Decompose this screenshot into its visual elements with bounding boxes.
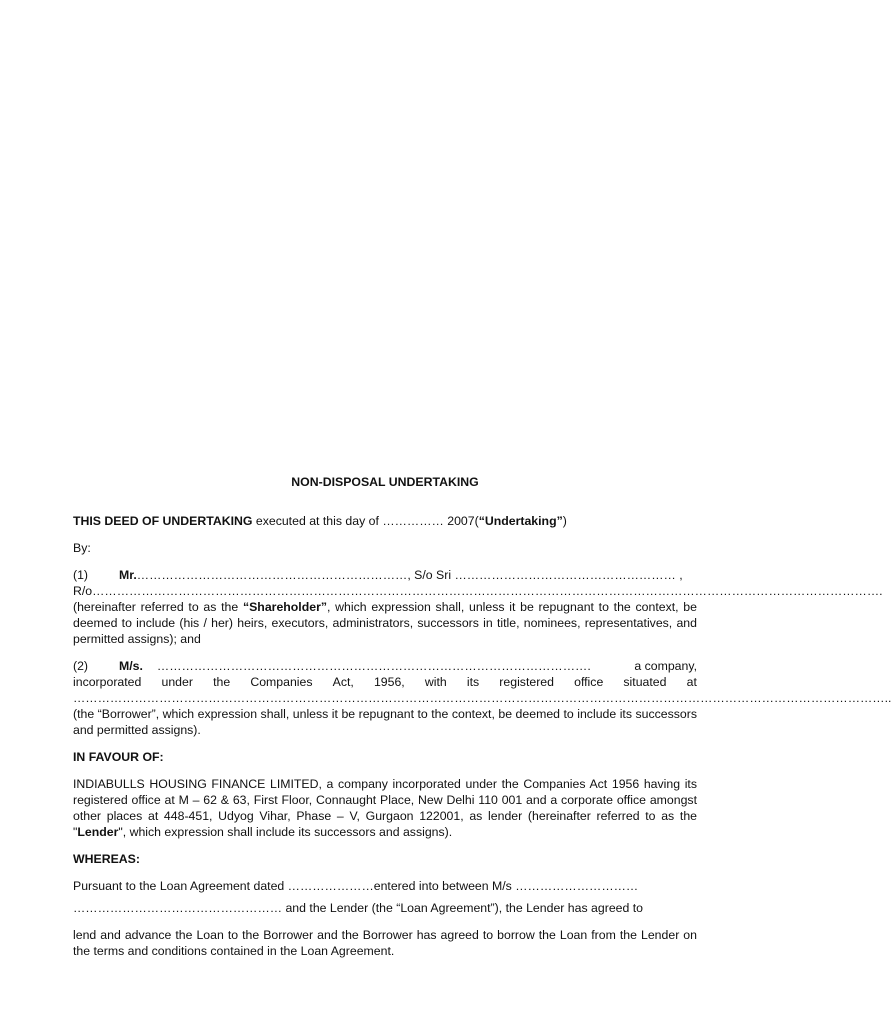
party-2-address-blank: ……………………………………………………………………………………………………………………………………………………………………………….. bbox=[73, 691, 891, 705]
whereas-line-2: …………………………………………… and the Lender (the “Loan Agreement”), the Lender has agreed to bbox=[73, 901, 644, 915]
by-label: By: bbox=[73, 541, 91, 555]
whereas-line-1: Pursuant to the Loan Agreement dated …………………entered into between M/s ………………………… bbox=[73, 879, 639, 893]
inc-word: at bbox=[686, 675, 697, 689]
inc-word: 1956, bbox=[373, 675, 405, 689]
inc-word: under bbox=[161, 675, 193, 689]
intro-close: ) bbox=[562, 514, 567, 528]
inc-word: its bbox=[466, 675, 480, 689]
inc-word: situated bbox=[623, 675, 667, 689]
party-2-incorporation-line bbox=[73, 674, 697, 690]
intro-term: “Undertaking” bbox=[478, 514, 563, 528]
party-2-prefix: M/s. bbox=[119, 659, 143, 673]
whereas-paragraph-2: lend and advance the Loan to the Borrower and the Borrower has agreed to borrow the Loan from the Lender on the terms and conditions contained in the Loan Agreement. bbox=[73, 928, 697, 958]
party-1-name-blank: ………………………………………………………… bbox=[136, 568, 408, 582]
party-1-line bbox=[73, 567, 697, 583]
intro-bold-lead: THIS DEED OF UNDERTAKING bbox=[73, 514, 253, 528]
party-2-tail: a company, bbox=[634, 659, 697, 673]
party-2-description: (the “Borrower”, which expression shall, unless it be repugnant to the context, be deemed to include its successors and permitted assigns). bbox=[73, 707, 697, 737]
inc-word: incorporated bbox=[73, 675, 142, 689]
inc-word: registered bbox=[499, 675, 554, 689]
lender-text-pre: INDIABULLS HOUSING FINANCE LIMITED, a company incorporated under the Companies Act 1956 having its registered office at M – 62 & 63, First Floor, Connaught Place, New Delhi 110 001 and a corporate office amongst other places at 448-451, Udyog Vihar, Phase – V, Gurgaon 122001, as lender (hereinafter referred to as the " bbox=[73, 777, 697, 839]
party-2-name-blank: ……………………………………………………………………………………………. bbox=[156, 659, 591, 673]
party-1-desc-term: “Shareholder” bbox=[242, 600, 328, 614]
document-body bbox=[73, 474, 891, 959]
inc-word: with bbox=[424, 675, 447, 689]
party-2-line bbox=[73, 658, 697, 674]
lender-term: Lender bbox=[77, 825, 119, 839]
inc-word: office bbox=[574, 675, 604, 689]
party-1-number: (1) bbox=[73, 568, 89, 582]
whereas-heading: WHEREAS: bbox=[73, 852, 140, 866]
inc-word: Companies bbox=[250, 675, 313, 689]
in-favour-heading: IN FAVOUR OF: bbox=[73, 750, 164, 764]
party-2-number: (2) bbox=[73, 659, 89, 673]
whereas-paragraph bbox=[73, 878, 697, 916]
lender-text-post: ", which expression shall include its successors and assigns). bbox=[118, 825, 453, 839]
party-1 bbox=[73, 567, 883, 647]
lender-paragraph bbox=[73, 776, 697, 840]
party-1-description bbox=[73, 599, 697, 647]
party-1-desc-pre: (hereinafter referred to as the bbox=[73, 600, 243, 614]
inc-word: Act, bbox=[332, 675, 354, 689]
inc-word: the bbox=[213, 675, 231, 689]
intro-paragraph bbox=[73, 513, 697, 529]
party-1-desc-post: , which expression shall, unless it be repugnant to the context, be deemed to include (his / her) heirs, executors, administrators, successors in title, nominees, representatives, and permitted assigns); and bbox=[73, 600, 697, 646]
party-1-so-text: , S/o Sri ……………………………………………… , bbox=[407, 568, 683, 582]
party-1-prefix: Mr. bbox=[119, 568, 137, 582]
intro-text: executed at this day of …………… 2007( bbox=[252, 514, 479, 528]
party-1-residence: R/o…………………………………………………………………………………………………………………………………………………………………………. bbox=[73, 584, 883, 598]
document-title: NON-DISPOSAL UNDERTAKING bbox=[291, 475, 479, 489]
party-2 bbox=[73, 658, 891, 738]
